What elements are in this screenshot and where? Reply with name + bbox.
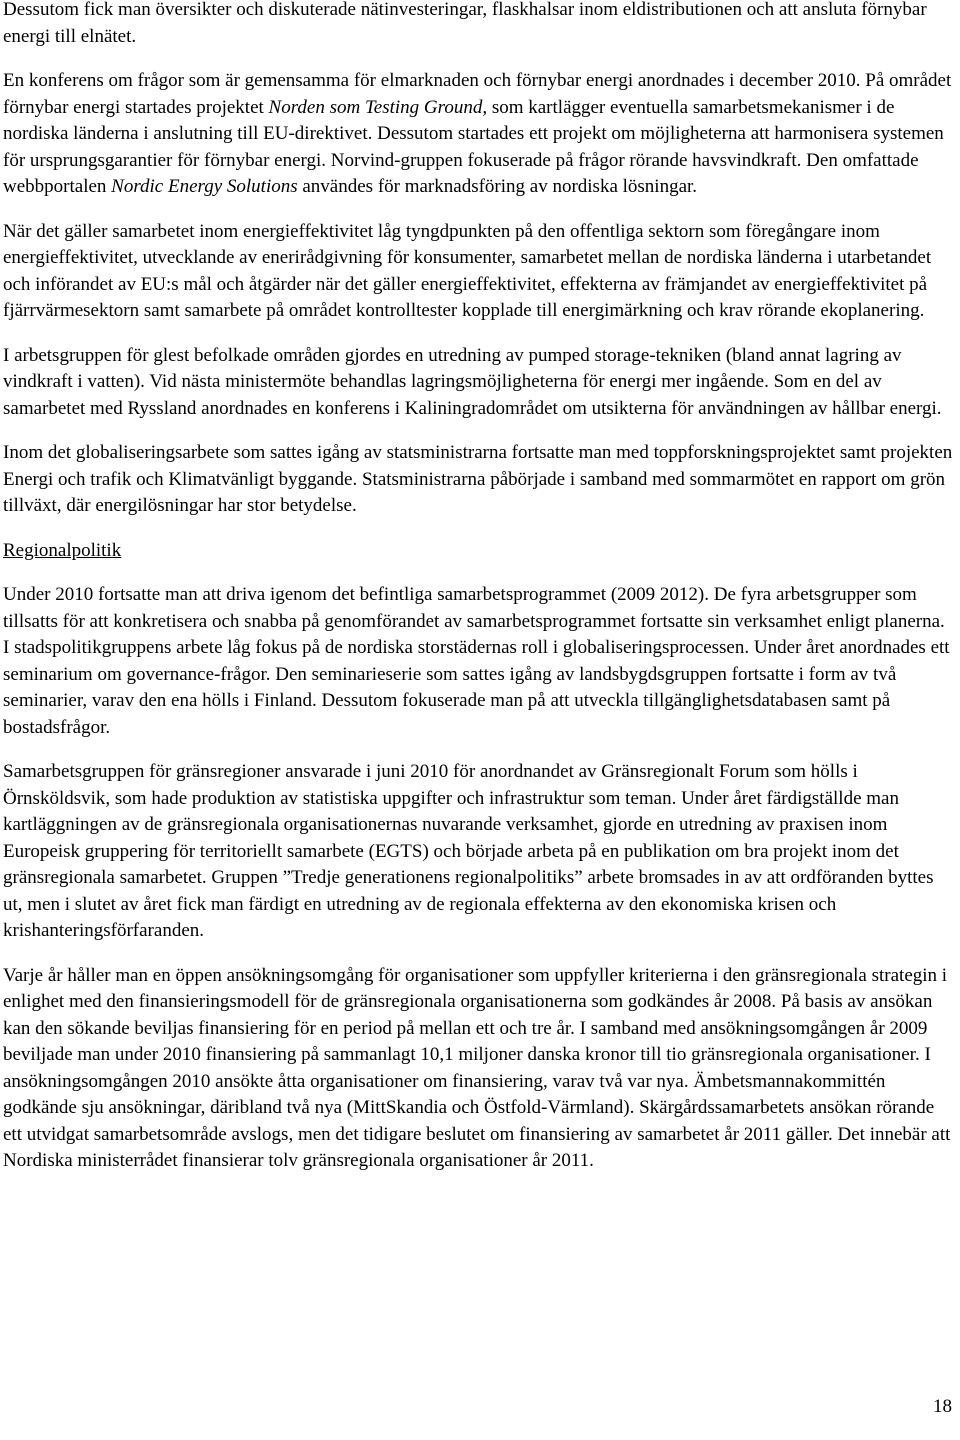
page-number: 18 — [933, 1396, 952, 1417]
text-segment: I arbetsgruppen för glest befolkade områden gjordes en utredning av pumped storage-tekniken (bland annat lagring av vindkraft i vatten). Vid nästa ministermöte behandlas lagringsmöjligheterna för energi mer ingående. Som en del av samarbetet med Ryssland anordnades en konferens i Kaliningradområdet om utsikterna för användningen av hållbar energi. — [3, 344, 942, 419]
text-segment: Inom det globaliseringsarbete som sattes igång av statsministrarna fortsatte man med toppforskningsprojektet samt projekten Energi och trafik och Klimatvänligt byggande. Statsministrarna påbörjade i samband med sommarmötet en rapport om grön tillväxt, där energilösningar har stor betydelse. — [3, 442, 953, 516]
text-segment: Varje år håller man en öppen ansökningsomgång för organisationer som uppfyller kriterierna i den gränsregionala strategin i enlighet med den finansieringsmodell för de gränsregionala organisationerna som godkändes år 2008. På basis av ansökan kan den sökande beviljas finansiering för en period på mellan ett och tre år. I samband med ansökningsomgången år 2009 beviljade man under 2010 finansiering på sammanlagt 10,1 miljoner danska kronor till tio gränsregionala organisationer. I ansökningsomgången 2010 ansökte åtta organisationer om finansiering, varav två var nya. Ämbetsmannakommittén godkände sju ansökningar, däribland två nya (MittSkandia och Östfold-Värmland). Skärgårdssamarbetets ansökan rörande ett utvidgat samarbetsområde avslogs, men det tidigare beslutet om finansiering av samarbetet år 2011 gäller. Det innebär att Nordiska ministerrådet finansierar tolv gränsregionala organisationer år 2011. — [3, 964, 951, 1171]
italic-text: Nordic Energy Solutions — [111, 176, 298, 197]
text-segment: Under 2010 fortsatte man att driva igenom det befintliga samarbetsprogrammet (2009 2012). De fyra arbetsgrupper som tillsatts för att konkretisera och snabba på genomförandet av samarbetsprogrammet fortsatte sin verksamhet enligt planerna. I stadspolitikgruppens arbete låg fokus på de nordiska storstädernas roll i globaliseringsprocessen. Under året anordnades ett seminarium om governance-frågor. Den seminarieserie som sattes igång av landsbygdsgruppen fortsatte i form av två seminarier, varav den ena hölls i Finland. Dessutom fokuserade man på att utveckla tillgänglighetsdatabasen samt på bostadsfrågor. — [3, 584, 950, 738]
section-heading — [3, 538, 955, 565]
document-page — [3, 0, 955, 1175]
italic-text: Norden som Testing Ground, — [268, 96, 488, 118]
text-segment: Dessutom fick man översikter och diskuterade nätinvesteringar, flaskhalsar inom eldistributionen och att ansluta förnybar energi till elnätet. — [3, 0, 927, 47]
paragraph — [3, 440, 955, 520]
text-segment: som kartlägger eventuella samarbetsmekanismer i de nordiska länderna i anslutning till EU-direktivet. Dessutom startades ett projekt om möjligheterna att harmonisera systemen för ursprungsgarantier för förnybar energi. Norvind-gruppen fokuserade på frågor rörande havsvindkraft. Den omfattade webbportalen — [3, 96, 944, 197]
paragraph — [3, 963, 955, 1175]
text-segment: användes för marknadsföring av nordiska lösningar. — [297, 176, 698, 197]
paragraph — [3, 68, 955, 201]
text-segment: Regionalpolitik — [3, 539, 122, 561]
body-text — [3, 0, 955, 1175]
paragraph — [3, 219, 955, 325]
text-segment: Samarbetsgruppen för gränsregioner ansvarade i juni 2010 för anordnandet av Gränsregionalt Forum som hölls i Örnsköldsvik, som hade produktion av statistiska uppgifter och infrastruktur som teman. Under året färdigställde man kartläggningen av de gränsregionala organisationernas nuvarande verksamhet, gjorde en utredning av praxisen inom Europeisk gruppering för territoriellt samarbete (EGTS) och började arbeta på en publikation om bra projekt inom det gränsregionala samarbetet. Gruppen ”Tredje generationens regionalpolitiks” arbete bromsades in av att ordföranden byttes ut, men i slutet av året fick man färdigt en utredning av de regionala effekterna av den ekonomiska krisen och krishanteringsförfaranden. — [3, 761, 934, 941]
paragraph — [3, 343, 955, 423]
text-segment: En konferens om frågor som är gemensamma för elmarknaden och förnybar energi anordnades i december 2010. På området förnybar energi startades projektet — [3, 70, 952, 118]
paragraph — [3, 0, 955, 50]
paragraph — [3, 582, 955, 741]
paragraph — [3, 759, 955, 945]
text-segment: När det gäller samarbetet inom energieffektivitet låg tyngdpunkten på den offentliga sektorn som föregångare inom energieffektivitet, utvecklande av enerirådgivning för konsumenter, samarbetet mellan de nordiska länderna i utarbetandet och införandet av EU:s mål och åtgärder när det gäller energieffektivitet, effekterna av främjandet av energieffektivitet på fjärrvärmesektorn samt samarbete på området kontrolltester kopplade till energimärkning och krav rörande ekoplanering. — [3, 220, 932, 321]
